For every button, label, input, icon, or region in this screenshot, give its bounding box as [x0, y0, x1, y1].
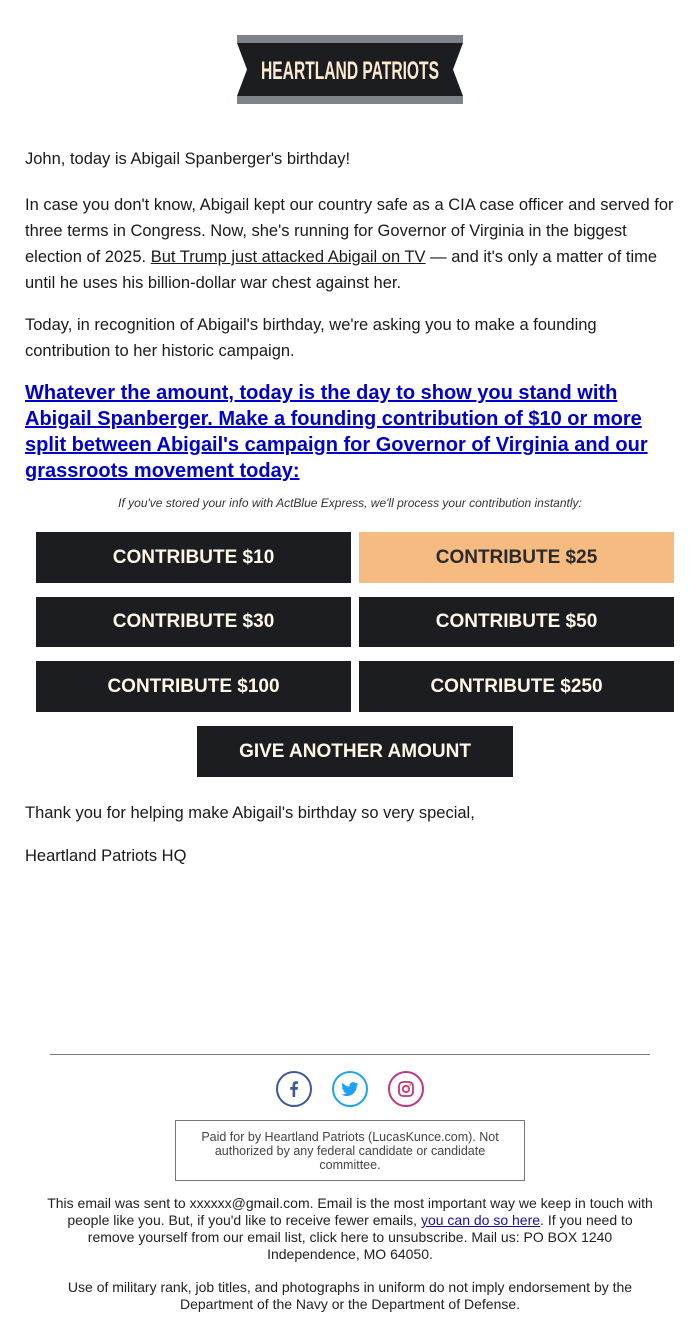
- footer-sent-notice: [45, 1195, 655, 1263]
- give-another-amount-button[interactable]: GIVE ANOTHER AMOUNT: [197, 726, 513, 777]
- intro-text-b: — and it's only a matter of time until he uses his billion-dollar war chest against her.: [25, 248, 658, 292]
- contribute-25-button[interactable]: CONTRIBUTE $25: [359, 532, 674, 583]
- facebook-link[interactable]: [276, 1071, 312, 1107]
- brand-logo-graphic: [237, 35, 463, 104]
- trump-attack-link[interactable]: But Trump just attacked Abigail on TV: [150, 248, 426, 266]
- footer-divider: [50, 1054, 650, 1055]
- footer-military-disclaimer: Use of military rank, job titles, and photographs in uniform do not imply endorsement by the Department of the Navy or the Department of Defense.: [67, 1279, 633, 1312]
- brand-name: HEARTLAND PATRIOTS: [261, 57, 439, 85]
- email-body: [25, 146, 675, 484]
- headline-donate-link[interactable]: Whatever the amount, today is the day to show you stand with Abigail Spanberger. Make a founding contribution of $10 or more split between Abigail's campaign for Governor of Virginia and our grassroots movement today:: [25, 382, 648, 482]
- contribute-100-button[interactable]: CONTRIBUTE $100: [36, 661, 351, 712]
- intro-paragraph: [25, 192, 675, 296]
- instagram-link[interactable]: [388, 1071, 424, 1107]
- contribute-250-button[interactable]: CONTRIBUTE $250: [359, 661, 674, 712]
- footer-sent-text-b: . If you need to remove yourself from our email list, click here to unsubscribe. Mail us: PO BOX 1240 Independence, MO 64050.: [87, 1212, 633, 1262]
- paid-for-disclaimer: Paid for by Heartland Patriots (LucasKunce.com). Not authorized by any federal candidate or candidate committee.: [175, 1120, 525, 1181]
- facebook-icon: [284, 1079, 304, 1099]
- twitter-icon: [340, 1079, 360, 1099]
- contribute-30-button[interactable]: CONTRIBUTE $30: [36, 597, 351, 647]
- instagram-icon: [396, 1079, 416, 1099]
- fewer-emails-link[interactable]: you can do so here: [420, 1212, 541, 1228]
- closing-thanks: Thank you for helping make Abigail's birthday so very special,: [25, 804, 475, 822]
- closing-signature: Heartland Patriots HQ: [25, 847, 187, 865]
- greeting: John, today is Abigail Spanberger's birthday!: [25, 150, 351, 168]
- intro-text-a: In case you don't know, Abigail kept our country safe as a CIA case officer and served for three terms in Congress. Now, she's running for Governor of Virginia in the biggest election of 2025.: [25, 196, 674, 266]
- footer-sent-text-a: This email was sent to xxxxxx@gmail.com. Email is the most important way we keep in touch with people like you. But, if you'd like to receive fewer emails,: [47, 1195, 653, 1228]
- contribute-10-button[interactable]: CONTRIBUTE $10: [36, 532, 351, 583]
- brand-logo: [237, 35, 463, 104]
- actblue-express-note: If you've stored your info with ActBlue Express, we'll process your contribution instantly:: [118, 496, 582, 510]
- ask-paragraph: Today, in recognition of Abigail's birthday, we're asking you to make a founding contribution to her historic campaign.: [25, 316, 597, 360]
- twitter-link[interactable]: [332, 1071, 368, 1107]
- contribute-50-button[interactable]: CONTRIBUTE $50: [359, 597, 674, 647]
